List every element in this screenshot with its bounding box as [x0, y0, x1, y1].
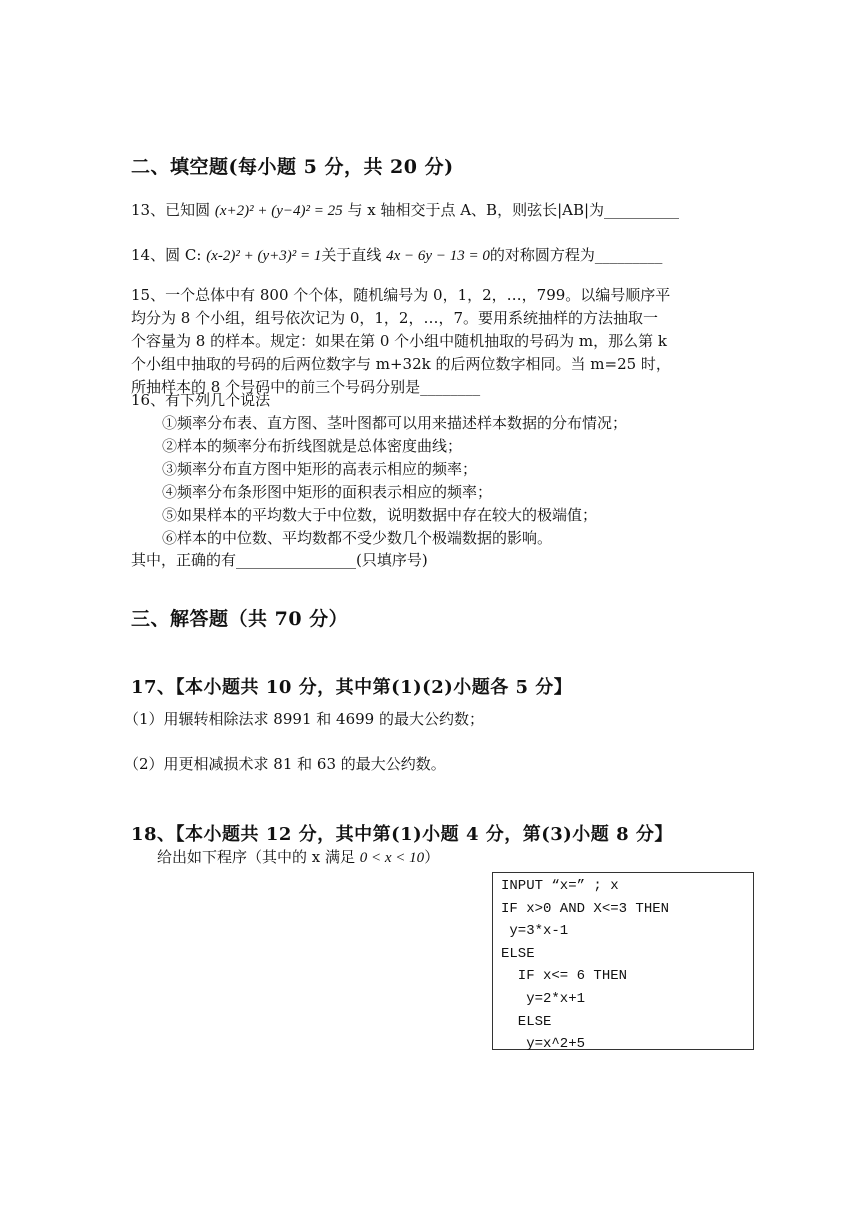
q13-number: 13、: [131, 201, 166, 219]
code-line: y=3*x-1: [501, 923, 569, 940]
code-line: y=2*x+1: [501, 990, 586, 1007]
q15-line: 个小组中抽取的号码的后两位数字与 m+32k 的后两位数字相同。当 m=25 时，: [131, 355, 671, 373]
q16-item: ③频率分布直方图中矩形的高表示相应的频率；: [162, 460, 478, 478]
question-13: [131, 199, 679, 223]
q16-item: ④频率分布条形图中矩形的面积表示相应的频率；: [162, 483, 493, 501]
question-14: [131, 244, 662, 268]
q14-post: 的对称圆方程为_________: [489, 246, 663, 264]
q18-intro: [157, 846, 439, 870]
q16-item: ⑤如果样本的平均数大于中位数，说明数据中存在较大的极端值；: [162, 506, 598, 524]
code-line: IF x>0 AND X<=3 THEN: [501, 900, 670, 917]
section-3-title: 三、解答题（共 70 分）: [131, 608, 349, 630]
q15-line: 均分为 8 个小组，组号依次记为 0，1，2，…，7。要用系统抽样的方法抽取一: [131, 309, 659, 327]
q16-answer: 其中，正确的有________________(只填序号): [131, 551, 428, 569]
q13-post: 与 x 轴相交于点 A、B，则弦长|AB|为__________: [347, 201, 680, 219]
q15-line: 15、一个总体中有 800 个个体，随机编号为 0，1，2，…，799。以编号顺序平: [131, 286, 671, 304]
code-line: INPUT “x=” ; x: [501, 878, 619, 894]
section-2-title: 二、填空题(每小题 5 分，共 20 分): [131, 156, 454, 178]
q16-items: [162, 412, 627, 550]
q17-part-1: （1）用辗转相除法求 8991 和 4699 的最大公约数；: [124, 710, 484, 728]
q15-line: 所抽样本的 8 个号码中的前三个号码分别是________: [131, 378, 481, 396]
q18-header: 18、【本小题共 12 分，其中第(1)小题 4 分，第(3)小题 8 分】: [131, 824, 673, 845]
q14-number: 14、: [131, 246, 166, 264]
code-line: ELSE: [501, 1013, 552, 1030]
q15-line: 个容量为 8 的样本。规定：如果在第 0 个小组中随机抽取的号码为 m，那么第 k: [131, 332, 668, 350]
q14-line-equation: 4x − 6y − 13 = 0: [386, 248, 490, 264]
q16-item: ⑥样本的中位数、平均数都不受少数几个极端数据的影响。: [162, 529, 553, 547]
program-code-box: [492, 872, 754, 1053]
q16-item: ①频率分布表、直方图、茎叶图都可以用来描述样本数据的分布情况；: [162, 414, 628, 432]
question-16-intro: 16、有下列几个说法: [131, 391, 271, 409]
q16-item: ②样本的频率分布折线图就是总体密度曲线；: [162, 437, 463, 455]
q18-intro-close: ）: [424, 848, 440, 866]
code-line: y=x^2+5: [501, 1036, 586, 1053]
code-line: IF x<= 6 THEN: [501, 968, 628, 985]
q13-pre: 已知圆: [165, 201, 211, 219]
q13-circle-equation: (x+2)² + (y−4)² = 25: [214, 203, 343, 219]
q18-intro-text: 给出如下程序（其中的 x 满足: [157, 848, 355, 866]
q17-part-2: （2）用更相减损术求 81 和 63 的最大公约数。: [124, 755, 446, 773]
question-15: [131, 284, 671, 399]
q17-header: 17、【本小题共 10 分，其中第(1)(2)小题各 5 分】: [131, 677, 573, 698]
q14-circle-equation: (x-2)² + (y+3)² = 1: [206, 248, 322, 264]
q18-condition: 0 < x < 10: [359, 850, 425, 866]
q14-mid: 关于直线: [321, 246, 382, 264]
code-line: ELSE: [501, 945, 535, 962]
q14-pre: 圆 C:: [165, 246, 202, 264]
